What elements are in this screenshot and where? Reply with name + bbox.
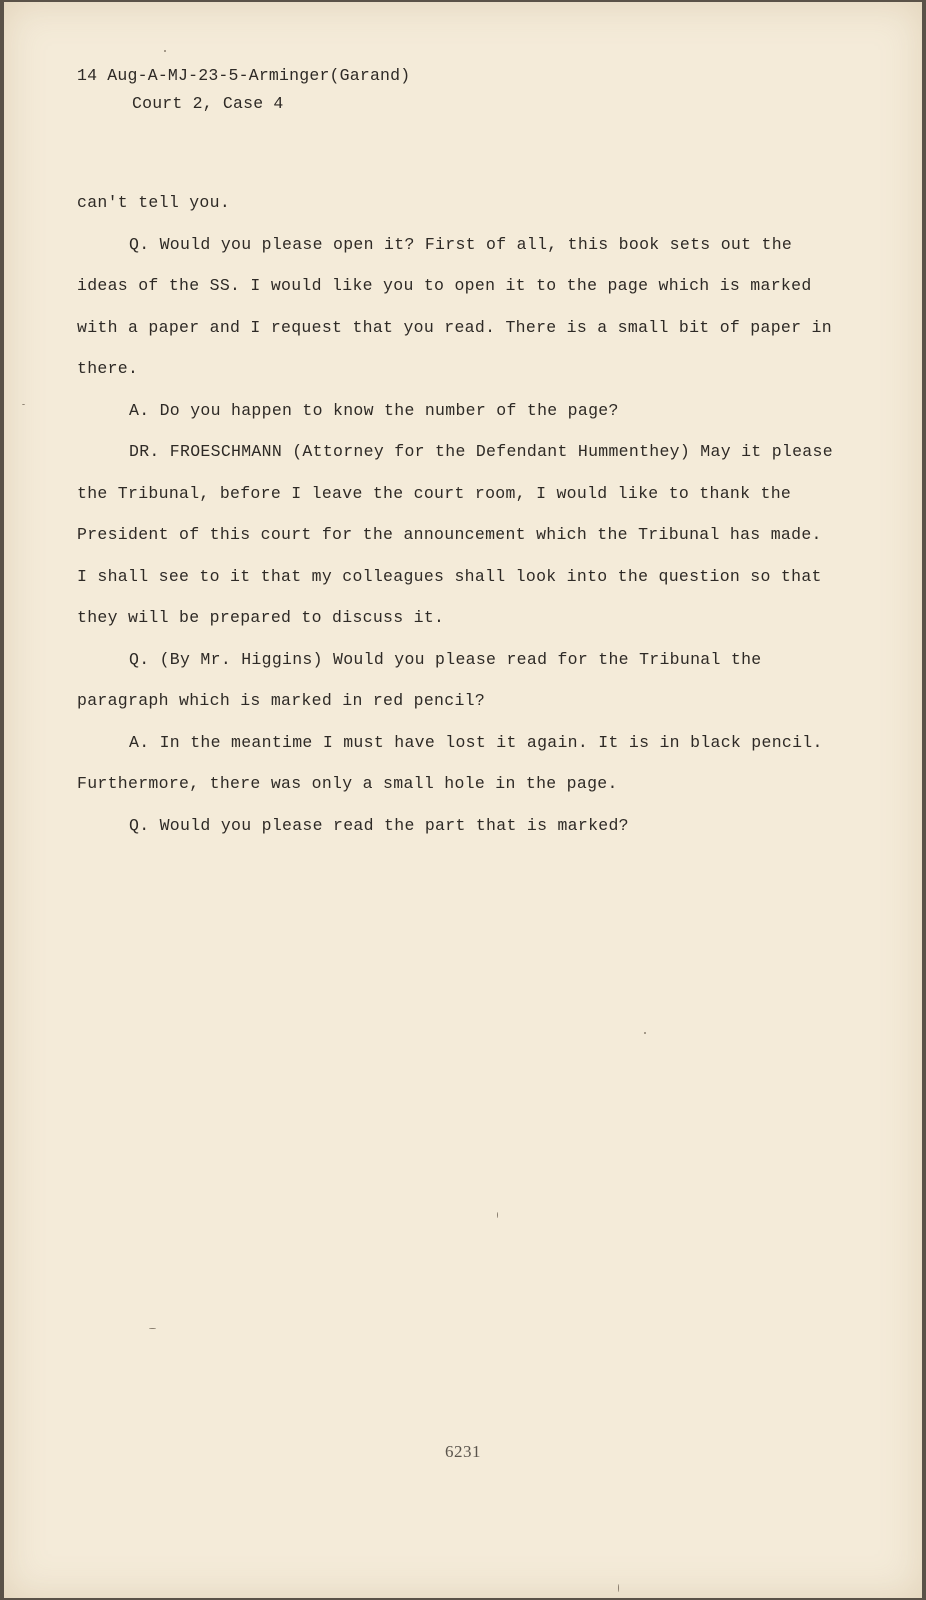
transcript-body	[77, 182, 844, 846]
paragraph-answer: A. Do you happen to know the number of the page?	[129, 400, 619, 420]
paragraph-answer: A. In the meantime I must have lost it again. It is in black pencil. Furthermore, there was only a small hole in the page.	[77, 732, 833, 793]
paragraph-question: Q. (By Mr. Higgins) Would you please read for the Tribunal the paragraph which is marked in red pencil?	[77, 649, 772, 710]
paragraph-continuation: can't tell you.	[77, 193, 231, 212]
paper-speck	[22, 404, 25, 405]
paragraph-question: Q. Would you please open it? First of all, this book sets out the ideas of the SS. I would like you to open it to the page which is marked with a paper and I request that you read. There is a small bit of paper in there.	[77, 234, 843, 378]
paper-speck	[149, 1328, 156, 1329]
document-page	[4, 2, 922, 1598]
paragraph-question: Q. Would you please read the part that is marked?	[129, 815, 629, 835]
transcript-header	[77, 62, 410, 118]
page-number: 6231	[445, 1442, 481, 1461]
paragraph-counsel-statement: DR. FROESCHMANN (Attorney for the Defendant Hummenthey) May it please the Tribunal, before I leave the court room, I would like to thank the President of this court for the announcement which the Tribunal has made. I shall see to it that my colleagues shall look into the question so that they will be prepared to discuss it.	[77, 442, 844, 627]
header-court-case: Court 2, Case 4	[132, 94, 284, 113]
paper-speck	[644, 1032, 646, 1034]
paper-speck	[164, 50, 166, 52]
header-reference: 14 Aug-A-MJ-23-5-Arminger(Garand)	[77, 66, 411, 85]
paper-speck	[497, 1212, 498, 1218]
paper-speck	[618, 1584, 619, 1592]
